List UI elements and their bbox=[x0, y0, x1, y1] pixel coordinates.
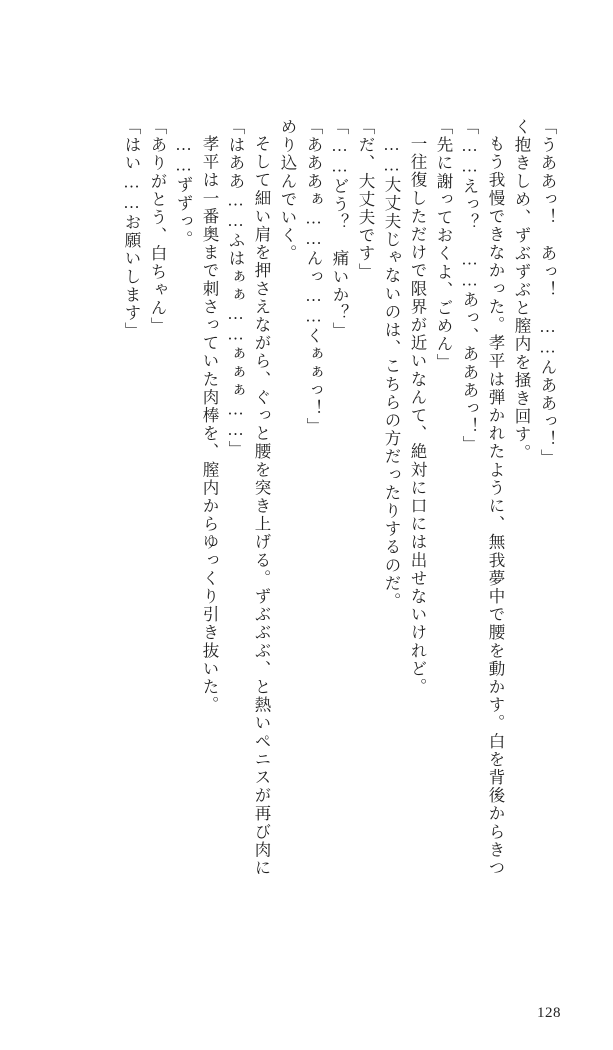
text-line: ……ずずっ。 bbox=[174, 135, 193, 249]
text-line: 「……どう？ 痛いか？」 bbox=[330, 118, 349, 341]
text-line: 「……えっ？ ……あっ、あああっ！」 bbox=[460, 118, 479, 454]
text-line: 「ありがとう、白ちゃん」 bbox=[148, 118, 167, 336]
text-line: ……大丈夫じゃないのは、こちらの方だったりするのだ。 bbox=[382, 135, 401, 611]
text-line: もう我慢できなかった。孝平は弾かれたように、無我夢中で腰を動かす。白を背後からきつ bbox=[486, 135, 505, 878]
text-line: そして細い肩を押さえながら、ぐっと腰を突き上げる。ずぶぶぶ、と熱いペニスが再び肉に bbox=[252, 135, 271, 878]
text-line: 「うああっ！ あっ！ ……んああっ！」 bbox=[538, 118, 557, 467]
text-line: く抱きしめ、ずぶずぶと膣内を掻き回す。 bbox=[512, 118, 531, 462]
text-line: 「あああぁ……んっ……くぁぁっ！」 bbox=[304, 118, 323, 436]
text-line: 「先に謝っておくよ、ごめん」 bbox=[434, 118, 453, 372]
text-line: 「はああ……ふはぁぁ……ぁぁぁ……」 bbox=[226, 118, 245, 459]
text-line: めり込んでいく。 bbox=[278, 118, 297, 263]
vertical-text-block bbox=[113, 118, 555, 968]
text-line: 「だ、大丈夫です」 bbox=[356, 118, 375, 281]
page-number: 128 bbox=[537, 1005, 561, 1021]
text-line: 「はい……お願いします」 bbox=[122, 118, 141, 341]
text-line: 一往復しただけで限界が近いなんて、絶対に口には出せないけれど。 bbox=[408, 135, 427, 697]
text-line: 孝平は一番奥まで刺さっていた肉棒を、膣内からゆっくり引き抜いた。 bbox=[200, 135, 219, 715]
